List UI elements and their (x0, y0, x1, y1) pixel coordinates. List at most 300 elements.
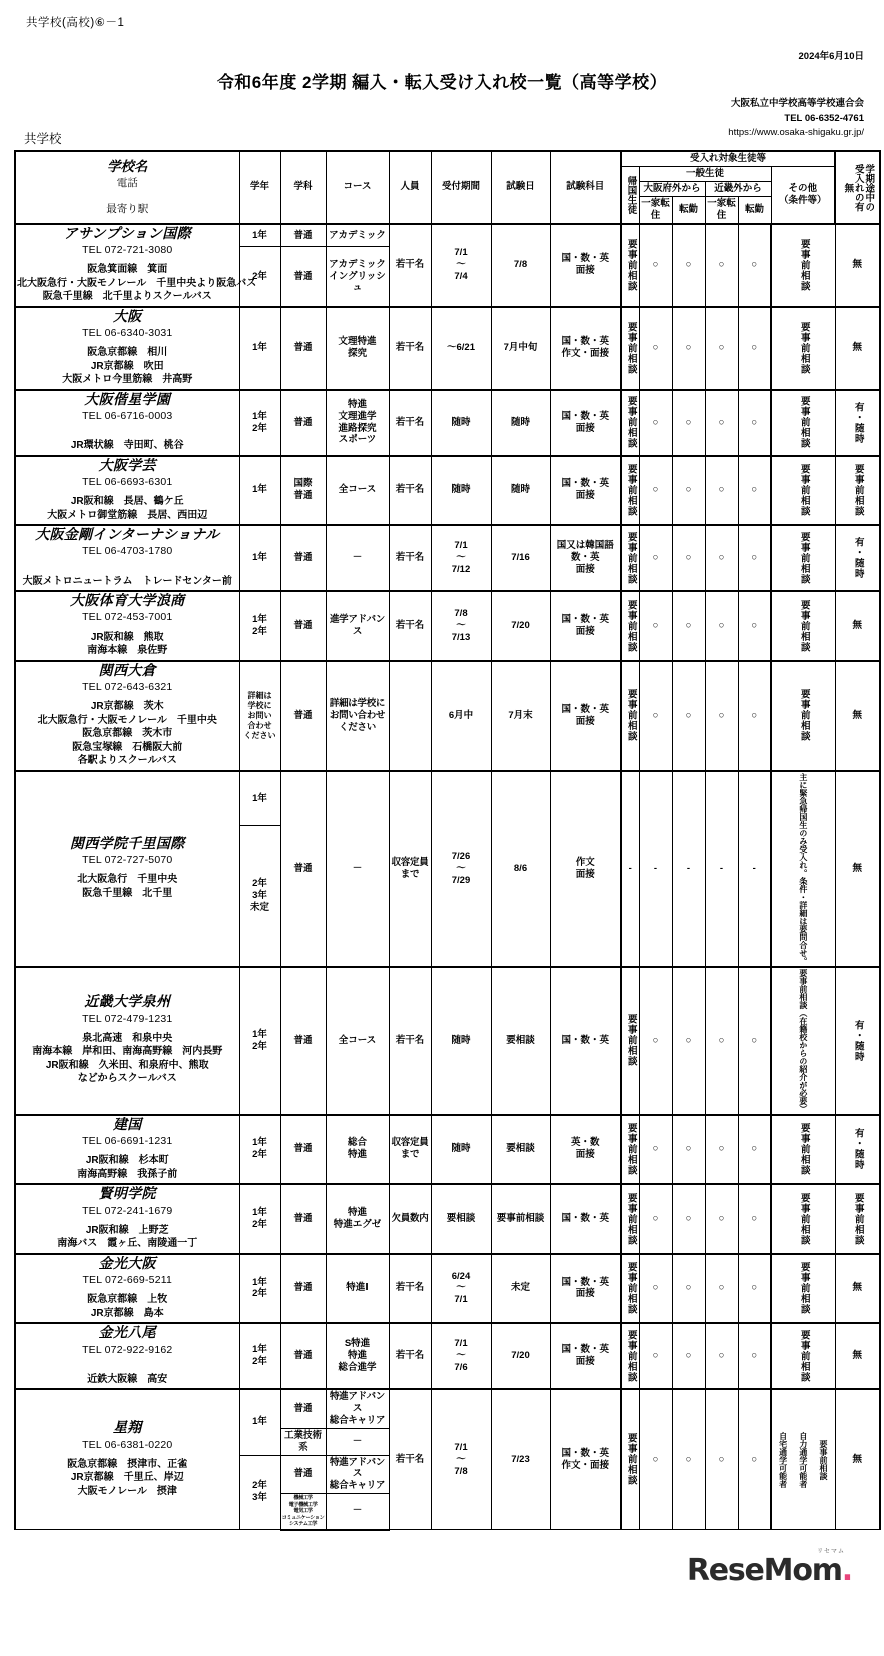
cell-department: 普通 (280, 1254, 326, 1324)
cell-other-conditions (771, 1254, 835, 1324)
cell-exam-date: 要事前相談 (491, 1184, 550, 1254)
cell-capacity: 若干名 (389, 456, 431, 526)
school-phone: TEL 06-6691-1231 (82, 1135, 173, 1147)
cell-other-conditions (771, 591, 835, 661)
column-header-tenkin-kinki: 転勤 (738, 196, 771, 223)
cell-kikoku-students (621, 1323, 639, 1389)
cell-accept-mark-2: ○ (672, 1323, 705, 1389)
cell-accept-mark-1: ○ (639, 390, 672, 456)
cell-course: 特進 文理進学 進路探究 スポーツ (326, 390, 389, 456)
cell-exam-date: 8/6 (491, 771, 550, 967)
school-info-cell (15, 1115, 239, 1185)
cell-accept-mark-4: ○ (738, 1184, 771, 1254)
vertical-text: 有・随時 (852, 1128, 864, 1171)
cell-capacity: 若干名 (389, 390, 431, 456)
cell-subjects: 国・数・英 面接 (550, 1254, 621, 1324)
cell-accept-mark-3: ○ (705, 661, 738, 771)
column-header-kinki-out: 近畿外から (705, 181, 771, 196)
cell-accept-mark-2: ○ (672, 591, 705, 661)
school-phone: TEL 072-453-7001 (82, 611, 173, 624)
cell-department: 普通 (280, 1323, 326, 1389)
cell-grade: 1年 2年 (239, 1254, 280, 1324)
cell-period: 6月中 (431, 661, 491, 771)
header-kikoku-text: 帰国生徒 (625, 175, 637, 214)
cell-exam-date: 随時 (491, 456, 550, 526)
table-row (15, 525, 880, 591)
cell-accept-mark-4: ○ (738, 661, 771, 771)
vertical-text: 要事前相談 (798, 599, 810, 653)
cell-course: 進学アドバンス (326, 591, 389, 661)
cell-period: 随時 (431, 456, 491, 526)
cell-kikoku-students (621, 1184, 639, 1254)
nearest-stations: 近鉄大阪線 高安 (87, 1373, 168, 1385)
table-row (15, 771, 880, 826)
cell-capacity: 若干名 (389, 591, 431, 661)
table-row (15, 967, 880, 1115)
cell-accept-mark-2: - (672, 771, 705, 967)
cell-accept-mark-3: ○ (705, 1115, 738, 1185)
cell-grade: 2年 (239, 247, 280, 307)
cell-accept-mark-1: ○ (639, 224, 672, 307)
header-school-name: 学校名 (107, 158, 148, 174)
cell-department: 普通 (280, 224, 326, 247)
cell-kikoku-students (621, 1254, 639, 1324)
cell-accept-mark-2: ○ (672, 661, 705, 771)
table-row (15, 390, 880, 456)
school-info-cell (15, 525, 239, 591)
header-other-l1: その他 (788, 182, 818, 194)
cell-department: 普通 (280, 1389, 326, 1428)
cell-accept-mark-3: - (705, 771, 738, 967)
cell-accept-mark-4: ○ (738, 967, 771, 1115)
school-phone: TEL 06-6340-3031 (82, 326, 173, 339)
cell-accept-mark-4: ○ (738, 591, 771, 661)
column-header-grade: 学年 (239, 151, 280, 223)
column-header-ikka-tenju-kinki: 一家転住 (705, 196, 738, 223)
cell-kikoku-students (621, 390, 639, 456)
cell-midterm-acceptance: 無 (835, 661, 880, 771)
cell-accept-mark-2: ○ (672, 307, 705, 390)
vertical-text: 要事前相談 (625, 1433, 637, 1486)
cell-accept-mark-1: ○ (639, 661, 672, 771)
vertical-text: 要事前相談 (625, 1123, 637, 1176)
school-info-cell (15, 661, 239, 771)
vertical-text: 要事前相談 (852, 464, 864, 517)
school-phone: TEL 06-4703-1780 (82, 545, 173, 558)
column-header-period: 受付期間 (431, 151, 491, 223)
cell-other-conditions (771, 1184, 835, 1254)
cell-grade: 2年 3年 未定 (239, 826, 280, 967)
cell-department: 普通 (280, 307, 326, 390)
cell-department: 普通 (280, 661, 326, 771)
column-header-school-name (15, 151, 239, 223)
school-info-cell (15, 224, 257, 307)
cell-exam-date: 7/16 (491, 525, 550, 591)
cell-capacity: 欠員数内 (389, 1184, 431, 1254)
cell-capacity: 若干名 (389, 1323, 431, 1389)
cell-accept-mark-4: ○ (738, 1115, 771, 1185)
school-phone: TEL 06-6716-0003 (82, 409, 173, 422)
cell-grade: 1年 2年 (239, 1323, 280, 1389)
cell-kikoku-students (621, 591, 639, 661)
vertical-text: 要事前相談 (798, 321, 810, 375)
cell-midterm-acceptance: 無 (835, 224, 880, 307)
school-name: 建国 (112, 1115, 142, 1132)
cell-kikoku-students (621, 1389, 639, 1530)
column-header-target-group: 受入れ対象生徒等 (621, 151, 835, 166)
cell-accept-mark-3: ○ (705, 591, 738, 661)
cell-exam-date: 7/20 (491, 591, 550, 661)
cell-midterm-acceptance: 無 (835, 591, 880, 661)
cell-kikoku-students (621, 525, 639, 591)
cell-course: 総合 特進 (326, 1115, 389, 1185)
cell-accept-mark-1: ○ (639, 1184, 672, 1254)
cell-midterm-acceptance: 無 (835, 1323, 880, 1389)
cell-midterm-acceptance (835, 456, 880, 526)
cell-course: 特進アドバンス 総合キャリア (326, 1389, 389, 1428)
cell-accept-mark-1: ○ (639, 307, 672, 390)
cell-capacity: 若干名 (389, 1389, 431, 1530)
nearest-stations: 阪急箕面線 箕面 北大阪急行・大阪モノレール 千里中央より阪急バス 阪急千里線 北千里よりスクールバス (17, 264, 257, 303)
column-header-tenkin-osaka: 転勤 (672, 196, 705, 223)
cell-subjects: 国・数・英 作文・面接 (550, 1389, 621, 1530)
cell-grade: 1年 2年 (239, 967, 280, 1115)
cell-course: 特進Ⅰ (326, 1254, 389, 1324)
table-row (15, 456, 880, 526)
school-info-cell (15, 1389, 239, 1530)
cell-other-conditions (771, 1389, 835, 1530)
cell-grade: 1年 2年 (239, 1115, 280, 1185)
school-phone: TEL 072-643-6321 (82, 680, 173, 693)
vertical-text: 主に緊急帰国生のみ受入れ。条件・詳細は要問合せ。 (798, 772, 808, 965)
cell-other-conditions (771, 661, 835, 771)
vertical-text: 有・随時 (852, 401, 864, 444)
cell-midterm-acceptance (835, 1115, 880, 1185)
cell-accept-mark-1: ○ (639, 1323, 672, 1389)
cell-course: － (326, 525, 389, 591)
cell-capacity: 若干名 (389, 307, 431, 390)
school-info-cell (15, 591, 239, 661)
cell-accept-mark-3: ○ (705, 307, 738, 390)
cell-exam-date: 随時 (491, 390, 550, 456)
cell-exam-date: 7/23 (491, 1389, 550, 1530)
cell-accept-mark-2: ○ (672, 390, 705, 456)
cell-kikoku-students (621, 967, 639, 1115)
cell-accept-mark-2: ○ (672, 224, 705, 307)
nearest-stations: JR阪和線 杉本町 南海高野線 我孫子前 (77, 1155, 178, 1180)
cell-course: 特進 特進エグゼ (326, 1184, 389, 1254)
vertical-text: 要事前相談 (798, 1262, 810, 1315)
section-label: 共学校 (24, 132, 62, 147)
cell-midterm-acceptance (835, 1184, 880, 1254)
vertical-text: 要事前相談 (625, 689, 637, 742)
cell-capacity: 若干名 (389, 224, 431, 307)
cell-accept-mark-1: ○ (639, 1254, 672, 1324)
cell-subjects: 国・数・英 面接 (550, 456, 621, 526)
school-name: 関西大倉 (98, 661, 156, 678)
cell-midterm-acceptance (835, 390, 880, 456)
issue-date: 2024年6月10日 (798, 51, 864, 62)
cell-midterm-acceptance: 無 (835, 1254, 880, 1324)
cell-kikoku-students (621, 661, 639, 771)
cell-accept-mark-3: ○ (705, 390, 738, 456)
cell-exam-date: 7月中旬 (491, 307, 550, 390)
cell-kikoku-students: - (621, 771, 639, 967)
cell-accept-mark-2: ○ (672, 1389, 705, 1530)
cell-subjects: 国・数・英 面接 (550, 224, 621, 307)
school-name: 賢明学院 (98, 1185, 156, 1202)
cell-accept-mark-2: ○ (672, 1184, 705, 1254)
cell-grade: 1年 (239, 224, 280, 247)
cell-department: 普通 (280, 967, 326, 1115)
cell-capacity: 収容定員まで (389, 1115, 431, 1185)
cell-accept-mark-1: ○ (639, 591, 672, 661)
cell-course: 全コース (326, 967, 389, 1115)
logo-ruby: リセマム (817, 1547, 845, 1555)
vertical-text: 要事前相談 (798, 531, 810, 585)
cell-accept-mark-2: ○ (672, 1254, 705, 1324)
cell-period: 7/8 ～ 7/13 (431, 591, 491, 661)
nearest-stations: JR京都線 茨木 北大阪急行・大阪モノレール 千里中央 阪急京都線 茨木市 阪急宝塚線 石橋阪大前 各駅よりスクールバス (37, 701, 217, 767)
cell-exam-date: 要相談 (491, 967, 550, 1115)
cell-department: 普通 (280, 525, 326, 591)
school-phone: TEL 072-241-1679 (82, 1204, 173, 1217)
school-phone: TEL 072-669-5211 (82, 1274, 173, 1287)
cell-department: 普通 (280, 1184, 326, 1254)
cell-department: 国際 普通 (280, 456, 326, 526)
nearest-stations: 泉北高速 和泉中央 南海本線 岸和田、南海高野線 河内長野 JR阪和線 久米田、和泉府中、熊取 などからスクールバス (32, 1032, 223, 1085)
cell-department: 普通 (280, 771, 326, 967)
school-info-cell (15, 1254, 239, 1324)
vertical-text: 要事前相談 (625, 531, 637, 585)
column-header-capacity: 人員 (389, 151, 431, 223)
cell-exam-date: 要相談 (491, 1115, 550, 1185)
cell-kikoku-students (621, 1115, 639, 1185)
cell-accept-mark-4: ○ (738, 1254, 771, 1324)
cell-accept-mark-3: ○ (705, 456, 738, 526)
vertical-text: 自宅通学可能者 (778, 1431, 788, 1488)
vertical-text: 自力通学可能者 (798, 1431, 808, 1488)
org-url: https://www.osaka-shigaku.gr.jp/ (728, 127, 864, 139)
school-name: 大阪体育大学浪商 (70, 592, 185, 609)
table-row (15, 1184, 880, 1254)
cell-period: 7/1 ～ 7/12 (431, 525, 491, 591)
school-name: 大阪 (112, 307, 142, 324)
cell-midterm-acceptance: 無 (835, 1389, 880, 1530)
cell-grade: 詳細は 学校に お問い 合わせ ください (239, 661, 280, 771)
cell-capacity: 若干名 (389, 525, 431, 591)
nearest-stations: 大阪メトロニュートラム トレードセンター前 (22, 575, 232, 587)
cell-grade: 1年 (239, 1389, 280, 1455)
cell-accept-mark-3: ○ (705, 224, 738, 307)
cell-accept-mark-3: ○ (705, 525, 738, 591)
cell-capacity (389, 661, 431, 771)
cell-accept-mark-4: ○ (738, 224, 771, 307)
cell-grade: 1年 2年 (239, 390, 280, 456)
vertical-text: 要事前相談 (798, 1329, 810, 1383)
cell-other-conditions (771, 224, 835, 307)
vertical-text: 要事前相談 (625, 1262, 637, 1315)
cell-accept-mark-1: ○ (639, 1389, 672, 1530)
vertical-text: 要事前相談 (798, 464, 810, 517)
cell-course: アカデミック イングリッシュ (326, 247, 389, 307)
cell-course: 文理特進 探究 (326, 307, 389, 390)
cell-midterm-acceptance (835, 525, 880, 591)
table-row (15, 591, 880, 661)
cell-accept-mark-3: ○ (705, 967, 738, 1115)
cell-subjects: 国・数・英 面接 (550, 1323, 621, 1389)
cell-course: アカデミック (326, 224, 389, 247)
cell-course: 詳細は学校に お問い合わせください (326, 661, 389, 771)
school-name: 金光大阪 (98, 1254, 156, 1271)
cell-grade: 1年 (239, 456, 280, 526)
school-info-cell (15, 771, 239, 967)
cell-accept-mark-4: ○ (738, 1389, 771, 1530)
school-phone: TEL 06-6693-6301 (82, 475, 173, 488)
cell-accept-mark-3: ○ (705, 1184, 738, 1254)
vertical-text: 要事前相談 (818, 1439, 828, 1480)
cell-department: 普通 (280, 1455, 326, 1494)
header-station: 最寄り駅 (106, 202, 149, 215)
cell-accept-mark-2: ○ (672, 456, 705, 526)
school-phone: TEL 072-727-5070 (82, 854, 173, 867)
column-header-kikoku (621, 167, 639, 224)
table-row (15, 224, 880, 247)
vertical-text: 有・随時 (852, 1019, 864, 1062)
cell-other-conditions (771, 771, 835, 967)
cell-department: 機械工学 電子機械工学 電気工学 コミュニケーション システム工学 (280, 1494, 326, 1530)
vertical-text: 要事前相談 (625, 396, 637, 449)
column-header-other (771, 167, 835, 224)
cell-midterm-acceptance (835, 967, 880, 1115)
cell-subjects: 英・数 面接 (550, 1115, 621, 1185)
nearest-stations: JR阪和線 長居、鶴ケ丘 大阪メトロ御堂筋線 長居、西田辺 (47, 496, 208, 521)
cell-accept-mark-1: - (639, 771, 672, 967)
cell-department: 工業技術系 (280, 1428, 326, 1455)
nearest-stations: 阪急京都線 摂津市、正雀 JR京都線 千里丘、岸辺 大阪モノレール 摂津 (67, 1458, 188, 1497)
cell-other-conditions (771, 307, 835, 390)
cell-grade: 1年 (239, 525, 280, 591)
cell-period: 随時 (431, 1115, 491, 1185)
cell-midterm-acceptance: 無 (835, 771, 880, 967)
column-header-ikka-tenju-osaka: 一家転住 (639, 196, 672, 223)
column-header-general: 一般生徒 (639, 167, 771, 182)
cell-accept-mark-3: ○ (705, 1389, 738, 1530)
vertical-text: 要事前相談 (625, 1329, 637, 1383)
cell-accept-mark-4: ○ (738, 1323, 771, 1389)
cell-accept-mark-4: ○ (738, 525, 771, 591)
cell-department: 普通 (280, 591, 326, 661)
column-header-dept: 学科 (280, 151, 326, 223)
vertical-text: 要事前相談 (852, 1192, 864, 1246)
cell-accept-mark-3: ○ (705, 1254, 738, 1324)
cell-period: 要相談 (431, 1184, 491, 1254)
school-phone: TEL 072-922-9162 (82, 1343, 173, 1356)
logo-text: ReseMom (686, 1552, 842, 1588)
vertical-text: 要事前相談 (798, 1192, 810, 1246)
cell-grade: 1年 2年 (239, 1184, 280, 1254)
cell-period: 7/26 ～ 7/29 (431, 771, 491, 967)
logo-dot: . (841, 1552, 852, 1588)
cell-period: 7/1 ～ 7/4 (431, 224, 491, 307)
cell-accept-mark-1: ○ (639, 967, 672, 1115)
vertical-text: 有・随時 (852, 537, 864, 580)
cell-other-conditions (771, 456, 835, 526)
nearest-stations: 北大阪急行 千里中央 阪急千里線 北千里 (77, 874, 178, 899)
school-name: 近畿大学泉州 (84, 993, 171, 1010)
cell-period: 7/1 ～ 7/6 (431, 1323, 491, 1389)
cell-subjects: 国・数・英 面接 (550, 390, 621, 456)
page-code: 共学校(高校)⑥－1 (26, 17, 125, 29)
school-name: 大阪偕星学園 (84, 390, 171, 407)
cell-other-conditions (771, 525, 835, 591)
cell-subjects: 作文 面接 (550, 771, 621, 967)
resemom-logo (686, 1547, 852, 1588)
nearest-stations: 阪急京都線 上牧 JR京都線 島本 (87, 1294, 168, 1319)
cell-accept-mark-2: ○ (672, 967, 705, 1115)
cell-subjects: 国又は韓国語 数・英 面接 (550, 525, 621, 591)
school-info-cell (15, 456, 239, 526)
vertical-text: 要事前相談 (625, 1192, 637, 1246)
cell-subjects: 国・数・英 面接 (550, 591, 621, 661)
cell-capacity: 若干名 (389, 967, 431, 1115)
cell-accept-mark-1: ○ (639, 525, 672, 591)
table-row (15, 307, 880, 390)
cell-period: 6/24 ～ 7/1 (431, 1254, 491, 1324)
nearest-stations: JR環状線 寺田町、桃谷 (70, 440, 184, 452)
cell-capacity: 収容定員まで (389, 771, 431, 967)
cell-exam-date: 7月末 (491, 661, 550, 771)
vertical-text: 要事前相談 (625, 238, 637, 292)
nearest-stations: JR阪和線 熊取 南海本線 泉佐野 (87, 631, 168, 657)
school-phone: TEL 072-479-1231 (82, 1012, 173, 1025)
cell-capacity: 若干名 (389, 1254, 431, 1324)
cell-period: 随時 (431, 390, 491, 456)
header-other-l2: （条件等） (779, 194, 827, 206)
vertical-text: 要事前相談 (798, 1123, 810, 1176)
cell-grade: 1年 (239, 307, 280, 390)
school-info-cell (15, 307, 239, 390)
nearest-stations: 阪急京都線 相川 JR京都線 吹田 大阪メトロ今里筋線 井高野 (62, 347, 193, 386)
vertical-text: 要事前相談 (798, 396, 810, 449)
cell-period: ～6/21 (431, 307, 491, 390)
cell-subjects: 国・数・英 作文・面接 (550, 307, 621, 390)
school-name: 星翔 (112, 1419, 142, 1436)
cell-grade: 1年 2年 (239, 591, 280, 661)
cell-course: － (326, 1428, 389, 1455)
cell-midterm-acceptance: 無 (835, 307, 880, 390)
cell-course: － (326, 771, 389, 967)
school-name: アサンプション国際 (63, 224, 191, 241)
school-info-cell (15, 1323, 239, 1389)
column-header-exam-date: 試験日 (491, 151, 550, 223)
school-name: 金光八尾 (98, 1324, 156, 1341)
cell-period: 随時 (431, 967, 491, 1115)
cell-subjects: 国・数・英 面接 (550, 661, 621, 771)
cell-course: － (326, 1494, 389, 1530)
vertical-text: 要事前相談 (625, 1014, 637, 1067)
table-row (15, 661, 880, 771)
nearest-stations: JR阪和線 上野芝 南海バス 霞ヶ丘、南陵通一丁 (57, 1224, 198, 1250)
column-header-osaka-out: 大阪府外から (639, 181, 705, 196)
org-name: 大阪私立中学校高等学校連合会 (730, 98, 864, 109)
cell-exam-date: 7/20 (491, 1323, 550, 1389)
column-header-midterm (835, 151, 880, 223)
org-tel: TEL 06-6352-4761 (784, 112, 864, 124)
vertical-text: 要事前相談（在籍校からの紹介が必要） (798, 968, 808, 1113)
cell-other-conditions (771, 1115, 835, 1185)
cell-course: 特進アドバンス 総合キャリア (326, 1455, 389, 1494)
